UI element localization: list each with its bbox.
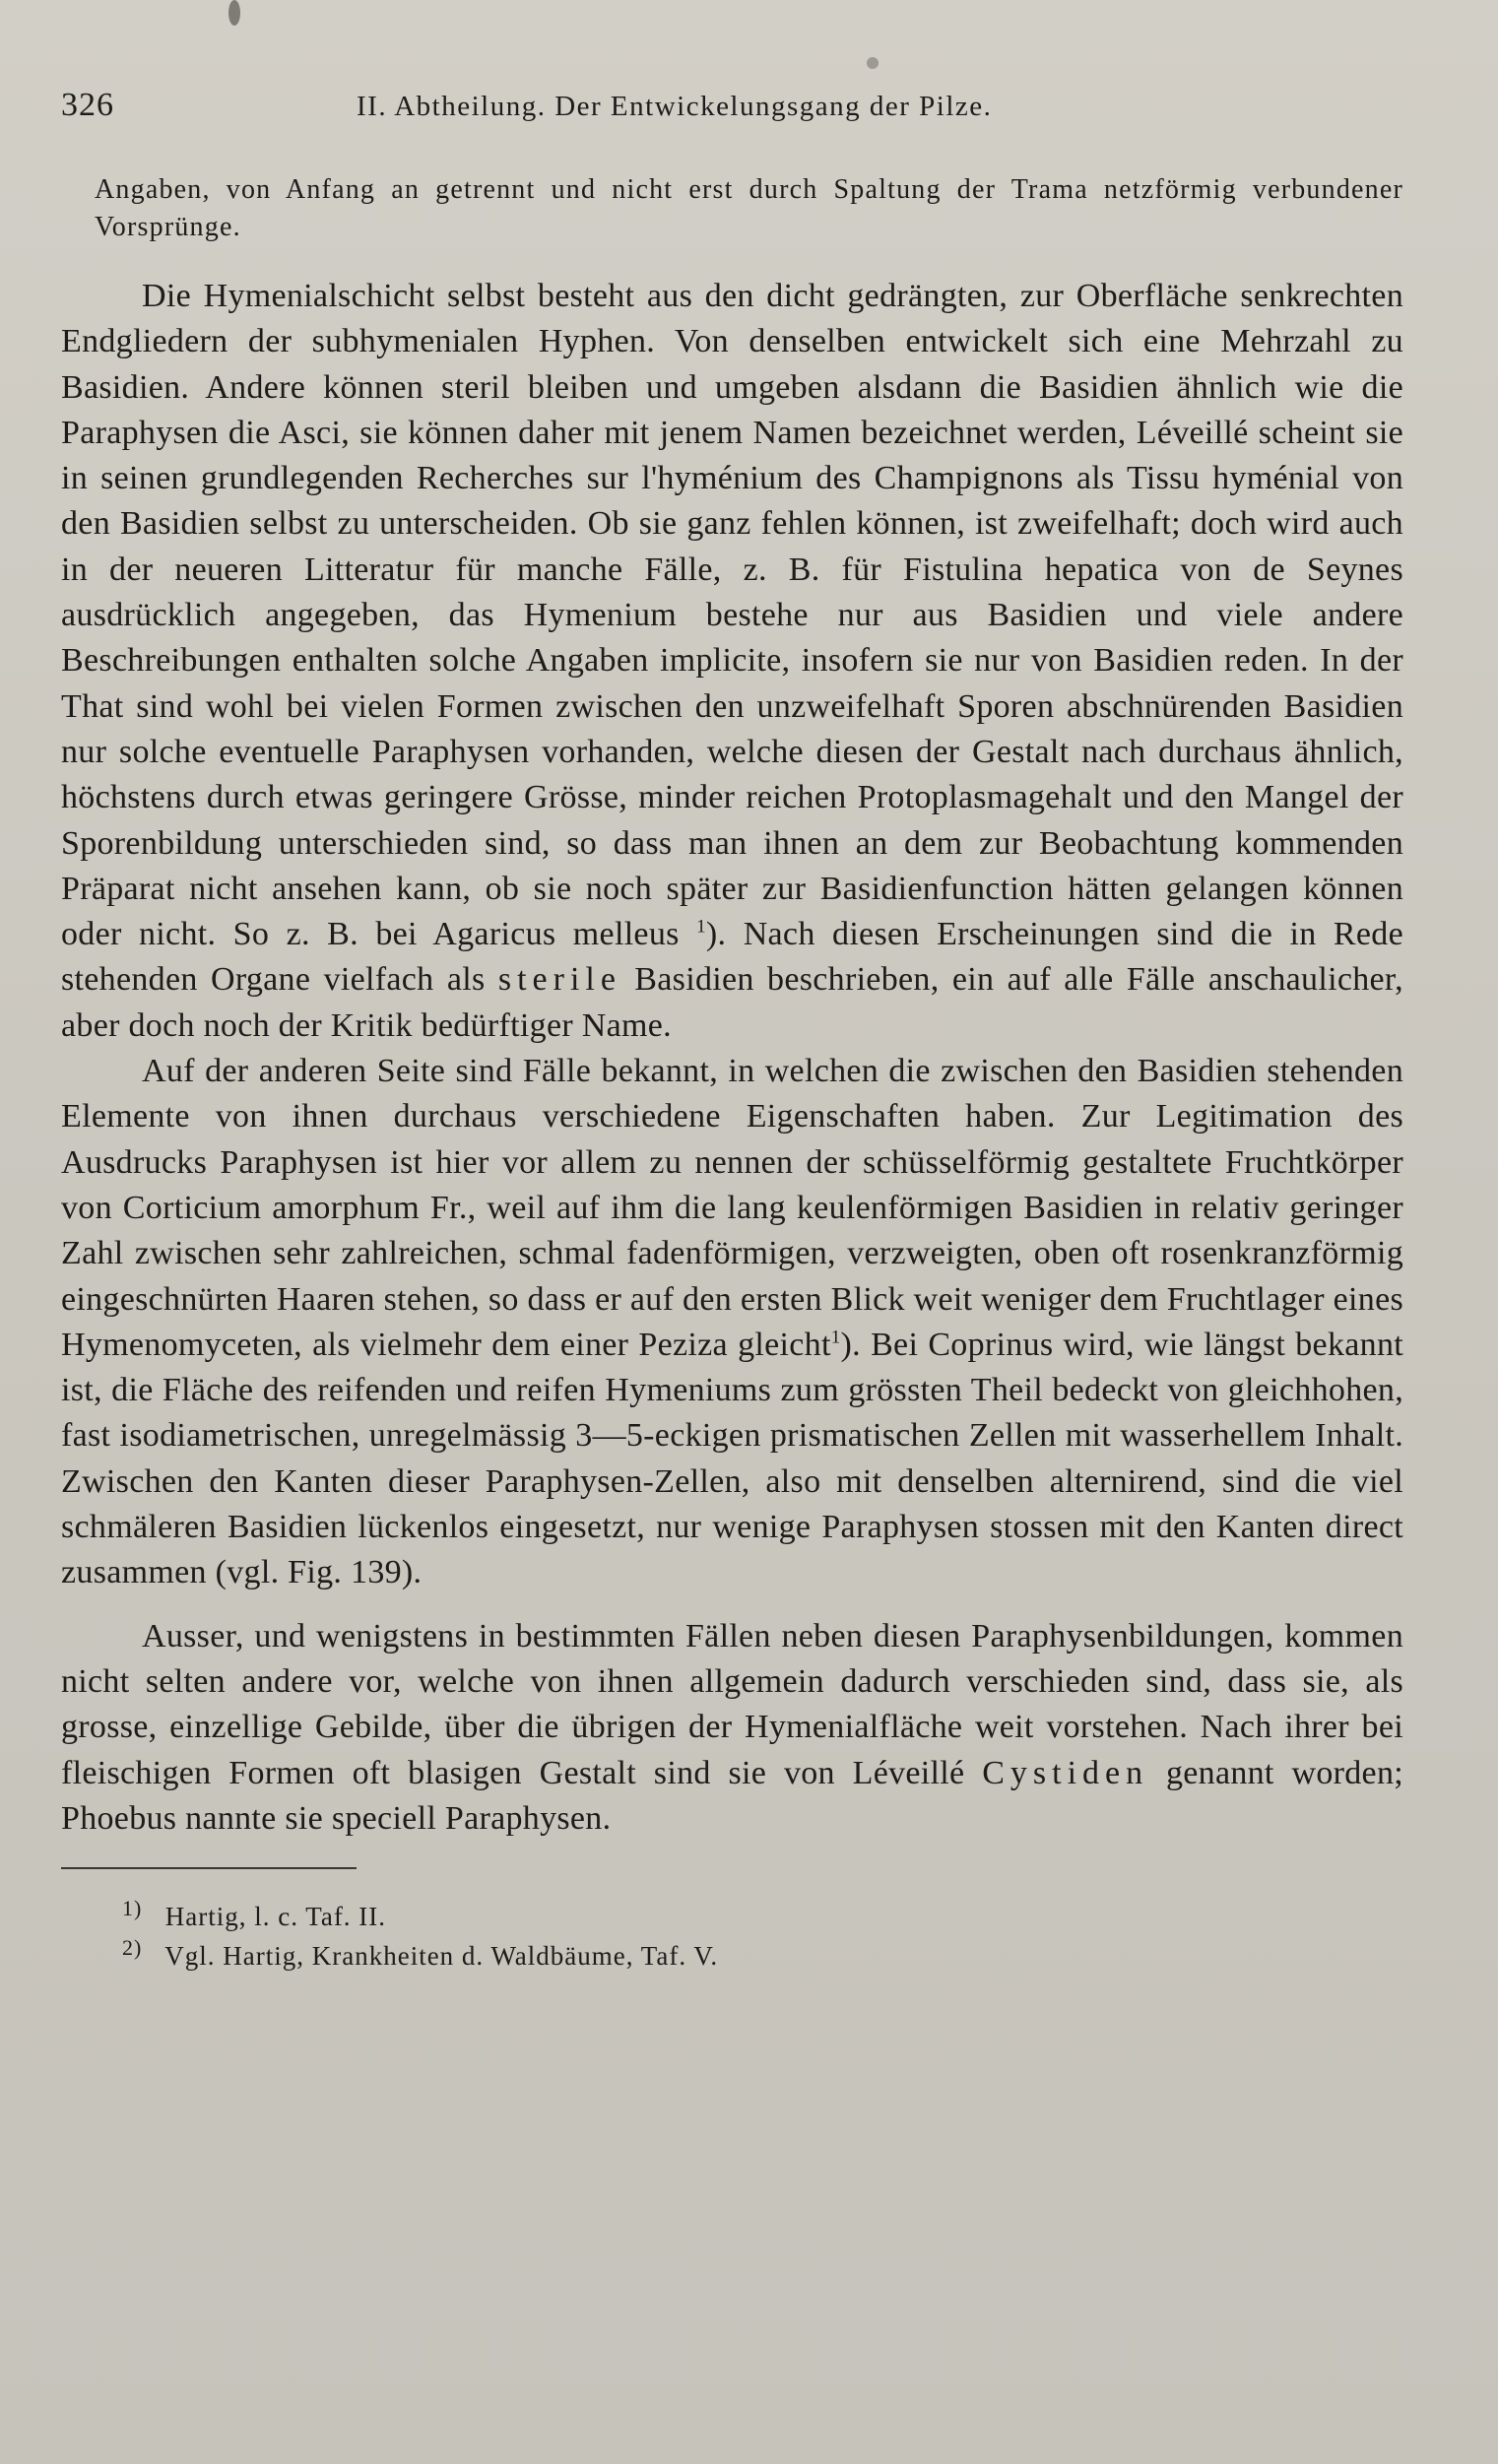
footnote-text: Vgl. Hartig, Krankheiten d. Waldbäume, Taf. V.	[164, 1941, 719, 1972]
footnote-ref: 1	[696, 916, 706, 938]
paragraph-ausser	[61, 1614, 1403, 1842]
page-header	[61, 87, 1403, 144]
ink-smudge-top	[228, 0, 240, 26]
paragraph-1-text-c: Basidien beschrieben, ein auf alle Fälle anschaulicher, aber doch noch der Kritik bedürftiger Name.	[61, 961, 1403, 1044]
paragraph-1-text-a: Die Hymenialschicht selbst besteht aus den dicht gedrängten, zur Oberfläche senkrechten Endgliedern der subhymenialen Hyphen. Von denselben entwickelt sich eine Mehrzahl zu Basidien. Andere können steril bleiben und umgeben alsdann die Basidien ähnlich wie die Paraphysen die Asci, sie können daher mit jenem Namen bezeichnet werden, Léveillé scheint sie in seinen grundlegenden Recherches sur l'hyménium des Champignons als Tissu hyménial von den Basidien selbst zu unterscheiden. Ob sie ganz fehlen können, ist zweifelhaft; doch wird auch in der neueren Litteratur für manche Fälle, z. B. für Fistulina hepatica von de Seynes ausdrücklich angegeben, das Hymenium bestehe nur aus Basidien und viele andere Beschreibungen enthalten solche Angaben implicite, insofern sie nur von Basidien reden. In der That sind wohl bei vielen Formen zwischen den unzweifelhaft Sporen abschnürenden Basidien nur solche eventuelle Paraphysen vorhanden, welche diesen der Gestalt nach durchaus ähnlich, höchstens durch etwas geringere Grösse, minder reichen Protoplasmagehalt und den Mangel der Sporenbildung unterschieden sind, so dass man ihnen an dem zur Beobachtung kommenden Präparat nicht ansehen kann, ob sie noch später zur Basidienfunction hätten gelangen können oder nicht. So z. B. bei Agaricus melleus	[61, 278, 1403, 953]
footnotes	[61, 1897, 1403, 1976]
paragraph-2-text-b: ). Bei Coprinus wird, wie längst bekannt ist, die Fläche des reifenden und reifen Hymeniums zum grössten Theil bedeckt von gleichhohen, fast isodiametrischen, unregelmässig 3—5-eckigen prismatischen Zellen mit wasserhellem Inhalt. Zwischen den Kanten dieser Paraphysen-Zellen, also mit denselben alternirend, sind die viel schmäleren Basidien lückenlos eingesetzt, nur wenige Paraphysen stossen mit den Kanten direct zusammen (vgl. Fig. 139).	[61, 1326, 1403, 1591]
footnote-1: 1) Hartig, l. c. Taf. II.	[122, 1896, 387, 1932]
paragraph-hymenialschicht	[61, 274, 1403, 1049]
footnote-rule	[61, 1867, 357, 1869]
paragraph-3-text-b: genannt worden; Phoebus nannte sie speciell Paraphysen.	[61, 1754, 1403, 1837]
footnote-ref: 1	[830, 1327, 841, 1348]
paragraph-1-text-b: ). Nach diesen Erscheinungen sind die in Rede stehenden Organe vielfach als	[61, 916, 1403, 999]
running-head: II. Abtheilung. Der Entwickelungsgang der Pilze.	[357, 91, 993, 122]
emphasis-cystiden: Cystiden	[982, 1754, 1149, 1791]
footnote-2: 2) Vgl. Hartig, Krankheiten d. Waldbäume, Taf. V.	[122, 1935, 719, 1972]
paragraph-2-text-a: Auf der anderen Seite sind Fälle bekannt, in welchen die zwischen den Basidien stehenden Elemente von ihnen durchaus verschiedene Eigenschaften haben. Zur Legitimation des Ausdrucks Paraphysen ist hier vor allem zu nennen der schüsselförmig gestaltete Fruchtkörper von Corticium amorphum Fr., weil auf ihm die lang keulenförmigen Basidien in relativ geringer Zahl zwischen sehr zahlreichen, schmal fadenförmigen, verzweigten, oben oft rosenkranzförmig eingeschnürten Haaren stehen, so dass er auf den ersten Blick weit weniger dem Fruchtlager eines Hymenomyceten, als vielmehr dem einer Peziza gleicht	[61, 1053, 1403, 1363]
footnote-text: Hartig, l. c. Taf. II.	[164, 1902, 387, 1932]
ink-smudge-small	[867, 57, 879, 69]
paragraph-3-text-a: Ausser, und wenigstens in bestimmten Fällen neben diesen Paraphysenbildungen, kommen nicht selten andere vor, welche von ihnen allgemein dadurch verschieden sind, dass sie, als grosse, einzellige Gebilde, über die übrigen der Hymenialfläche weit vorstehen. Nach ihrer bei fleischigen Formen oft blasigen Gestalt sind sie von Léveillé	[61, 1617, 1403, 1791]
intro-continuation	[61, 171, 1403, 246]
emphasis-sterile: sterile	[497, 961, 621, 999]
paragraph-andere-seite	[61, 1049, 1403, 1596]
intro-text: Angaben, von Anfang an getrennt und nicht erst durch Spaltung der Trama netzförmig verbundener Vorsprünge.	[95, 174, 1403, 242]
page-number: 326	[61, 87, 114, 123]
